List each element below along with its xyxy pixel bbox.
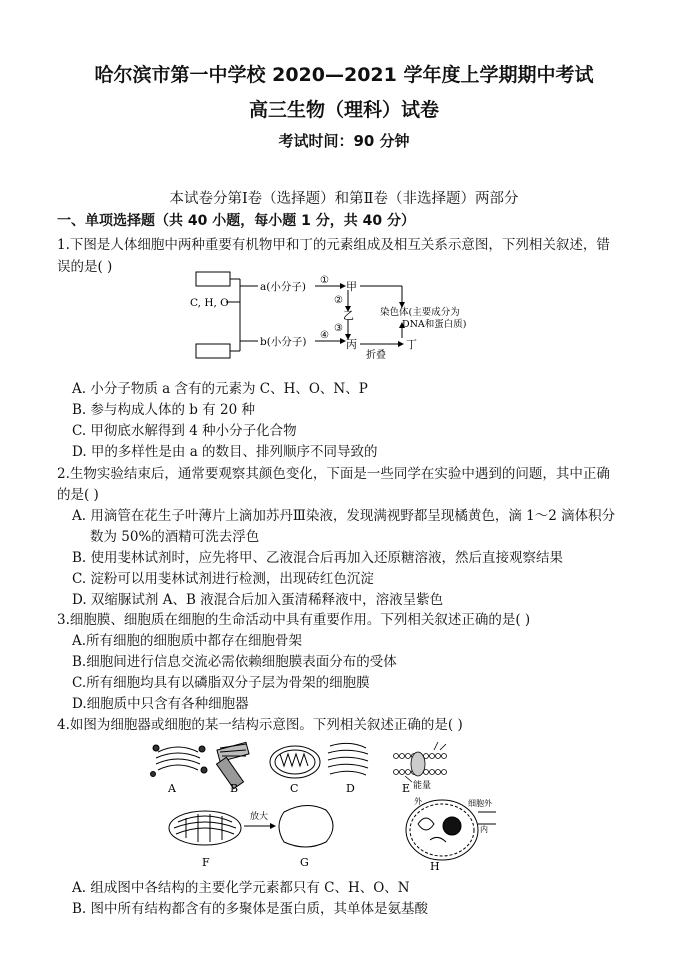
q4-option-a: A. 组成图中各结构的主要化学元素都只有 C、H、O、N bbox=[72, 880, 410, 896]
g-figure bbox=[279, 805, 333, 847]
q1-stem-line2: 误的是( ) bbox=[57, 259, 113, 275]
q1-option-d: D. 甲的多样性是由 a 的数目、排列顺序不同导致的 bbox=[72, 444, 378, 460]
q3-option-b: B.细胞间进行信息交流必需依赖细胞膜表面分布的受体 bbox=[72, 654, 397, 670]
q4-diagram bbox=[150, 740, 510, 872]
golgi-figure bbox=[151, 745, 208, 777]
h-outside-label: 细胞外 bbox=[468, 799, 492, 808]
er-figure bbox=[328, 743, 368, 775]
q1-step3: ③ bbox=[334, 323, 343, 334]
q3-stem: 3.细胞膜、细胞质在细胞的生命活动中具有重要作用。下列相关叙述正确的是( ) bbox=[57, 612, 531, 628]
label-h: H bbox=[430, 860, 440, 872]
label-b: B bbox=[230, 782, 239, 795]
label-g: G bbox=[300, 856, 309, 869]
q1-b-label: b(小分子) bbox=[260, 336, 307, 348]
chloroplast-figure bbox=[169, 811, 241, 845]
exam-intro: 本试卷分第Ⅰ卷（选择题）和第Ⅱ卷（非选择题）两部分 bbox=[169, 191, 519, 207]
q2-option-d: D. 双缩脲试剂 A、B 液混合后加入蛋清稀释液中，溶液呈紫色 bbox=[72, 592, 444, 608]
q1-stem-line1: 1.下图是人体细胞中两种重要有机物甲和丁的元素组成及相互关系示意图，下列相关叙述，错 bbox=[57, 237, 610, 253]
q2-option-a-line1: A. 用滴管在花生子叶薄片上滴加苏丹Ⅲ染液，发现满视野都呈现橘黄色，滴 1～2 滴体积分 bbox=[72, 508, 616, 524]
exam-title: 哈尔滨市第一中学校 2020—2021 学年度上学期期中考试 bbox=[94, 64, 594, 86]
q1-yi: 乙 bbox=[343, 309, 354, 322]
q1-a-label: a(小分子) bbox=[260, 281, 306, 293]
q1-fold: 折叠 bbox=[366, 350, 386, 361]
q1-chromosome-2: DNA和蛋白质) bbox=[402, 319, 467, 330]
q1-chromosome-1: 染色体(主要成分为 bbox=[380, 307, 460, 318]
q1-bing: 丙 bbox=[346, 338, 357, 351]
membrane-figure bbox=[394, 742, 447, 782]
q1-step1: ① bbox=[320, 275, 329, 286]
q4-stem: 4.如图为细胞器或细胞的某一结构示意图。下列相关叙述正确的是( ) bbox=[57, 717, 463, 733]
q3-option-d: D.细胞质中只含有各种细胞器 bbox=[72, 696, 249, 712]
h-inner-label: 内 bbox=[480, 825, 488, 834]
q1-option-b: B. 参与构成人体的 b 有 20 种 bbox=[72, 402, 255, 418]
q1-step4: ④ bbox=[320, 330, 329, 341]
q2-option-b: B. 使用斐林试剂时，应先将甲、乙液混合后再加入还原糖溶液，然后直接观察结果 bbox=[72, 550, 564, 566]
h-outer-label: 外 bbox=[414, 797, 422, 806]
mitochondrion-figure bbox=[270, 746, 320, 778]
q1-diagram bbox=[180, 268, 510, 368]
q1-option-c: C. 甲彻底水解得到 4 种小分子化合物 bbox=[72, 423, 297, 439]
enlarge-label: 放大 bbox=[250, 812, 269, 822]
exam-time: 考试时间：90 分钟 bbox=[278, 132, 410, 150]
exam-subtitle: 高三生物（理科）试卷 bbox=[248, 99, 439, 121]
section-heading: 一、单项选择题（共 40 小题，每小题 1 分，共 40 分） bbox=[57, 213, 415, 229]
label-f: F bbox=[202, 856, 210, 869]
label-e: E bbox=[402, 782, 411, 795]
q2-stem-line1: 2.生物实验结束后，通常要观察其颜色变化，下面是一些同学在实验中遇到的问题，其中正确 bbox=[57, 466, 610, 482]
q2-option-c: C. 淀粉可以用斐林试剂进行检测，出现砖红色沉淀 bbox=[72, 571, 374, 587]
energy-label: 能量 bbox=[413, 781, 432, 791]
q1-elements: C, H, O bbox=[190, 297, 229, 309]
q1-jia: 甲 bbox=[346, 280, 357, 293]
q2-option-a-line2: 数为 50%的酒精可洗去浮色 bbox=[90, 529, 260, 545]
q2-stem-line2: 的是( ) bbox=[57, 487, 99, 503]
q1-step2: ② bbox=[334, 295, 343, 306]
label-a: A bbox=[168, 782, 176, 795]
q4-option-b: B. 图中所有结构都含有的多聚体是蛋白质，其单体是氨基酸 bbox=[72, 901, 429, 917]
q3-option-c: C.所有细胞均具有以磷脂双分子层为骨架的细胞膜 bbox=[72, 675, 370, 691]
q1-option-a: A. 小分子物质 a 含有的元素为 C、H、O、N、P bbox=[72, 381, 368, 397]
q3-option-a: A.所有细胞的细胞质中都存在细胞骨架 bbox=[72, 633, 303, 649]
q1-ding: 丁 bbox=[406, 338, 417, 351]
label-c: C bbox=[290, 782, 299, 795]
label-d: D bbox=[346, 782, 355, 795]
